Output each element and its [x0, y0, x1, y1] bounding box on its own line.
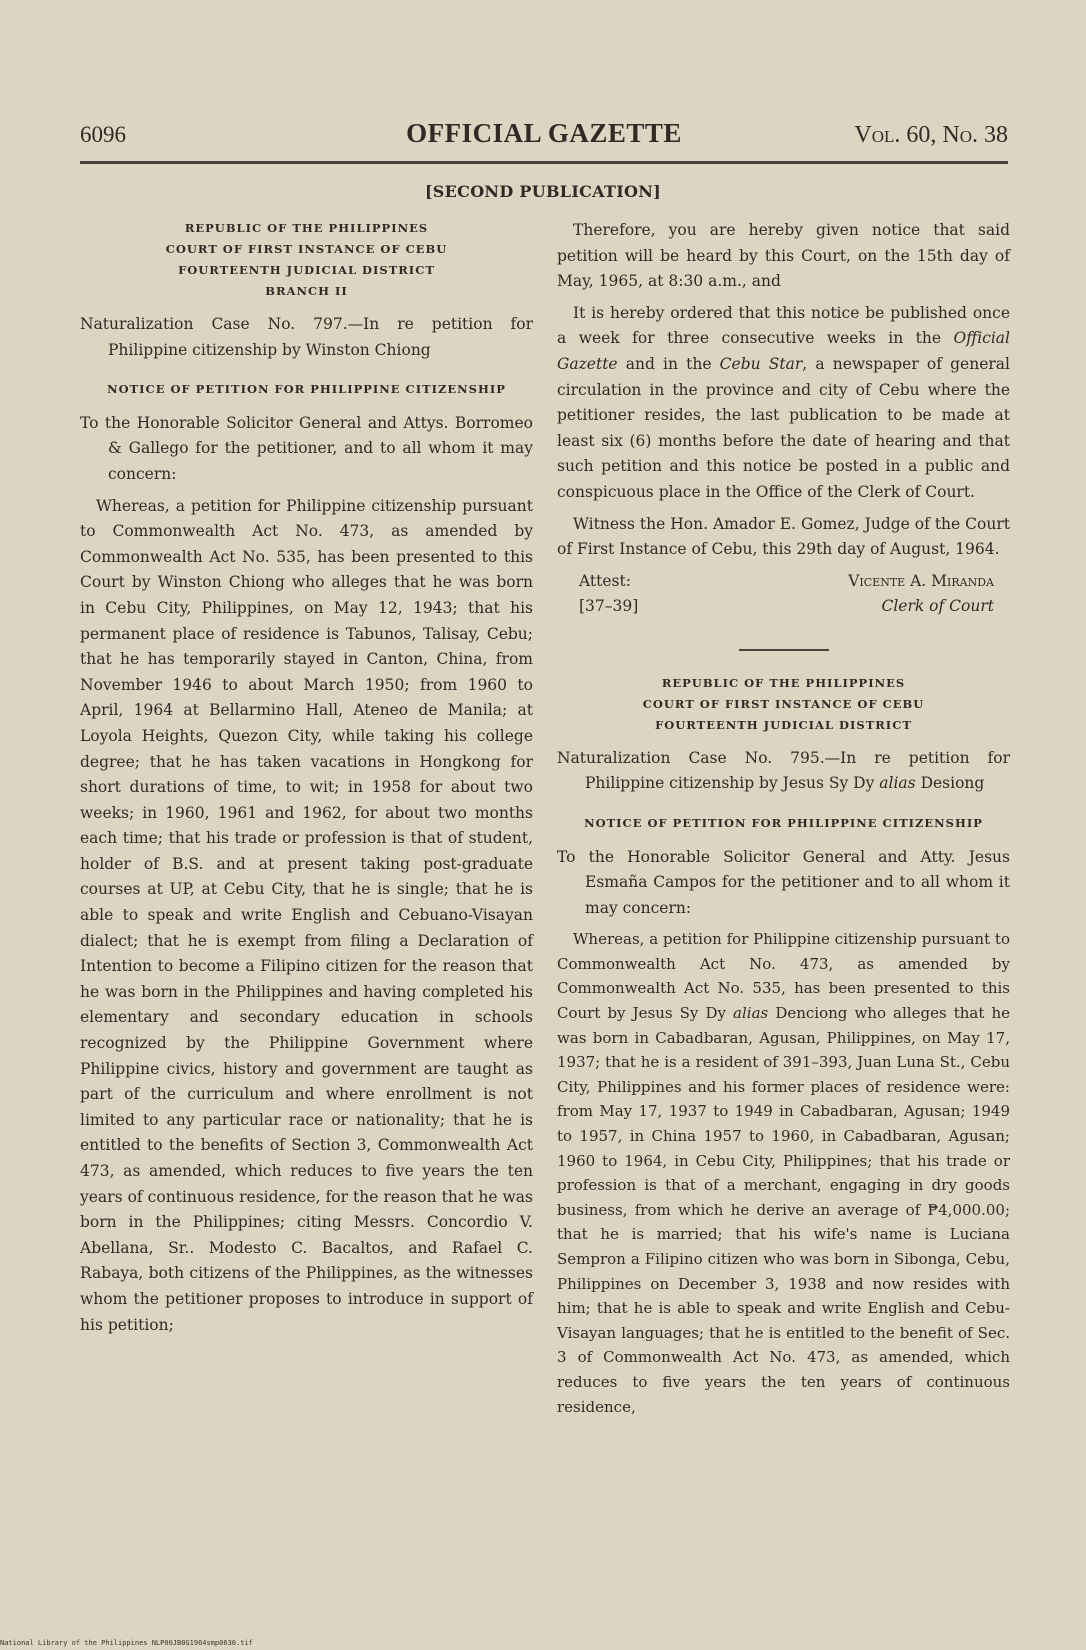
notice-heading-2: NOTICE OF PETITION FOR PHILIPPINE CITIZENSHIP	[584, 815, 983, 830]
page-number: 6096	[80, 122, 126, 147]
court-line: REPUBLIC OF THE PHILIPPINES	[184, 221, 429, 235]
signer-name: Vicente A. Miranda	[848, 571, 994, 590]
order-text: and in the	[617, 354, 720, 373]
witness-paragraph: Witness the Hon. Amador E. Gomez, Judge of the Court of First Instance of Cebu, this 29th day of August, 1964.	[557, 514, 1010, 559]
section-divider	[739, 649, 829, 651]
left-column	[80, 218, 533, 1338]
case-title-2	[557, 746, 1010, 797]
scan-footer: National Library of the Philippines NLP00JB0G1964smp0630.tif	[0, 1639, 253, 1647]
order-text: It is hereby ordered that this notice be published once a week for three consecutive weeks in the	[557, 303, 1010, 348]
petition-body: Whereas, a petition for Philippine citizenship pursuant to Commonwealth Act No. 473, as amended by Commonwealth Act No. 535, has been presented to this Court by Winston Chiong who alleges that he was born in Cebu City, Philippines, on May 12, 1943; that his permanent place of residence is Tabunos, Talisay, Cebu; that he has temporarily stayed in Canton, China, from November 1946 to about March 1950; from 1960 to April, 1964 at Bellarmino Hall, Ateneo de Manila; at Loyola Heights, Quezon City, while taking his college degree; that he has taken vacations in Hongkong for short durations of time, to wit; in 1958 for about two weeks; in 1960, 1961 and 1962, for about two months each time; that his trade or profession is that of student, holder of B.S. and at present taking post-graduate courses at UP, at Cebu City, that he is single; that he is able to speak and write English and Cebuano-Visayan dialect; that he is exempt from filing a Declaration of Intention to become a Filipino citizen for the reason that he was born in the Philippines and having completed his elementary and secondary education in schools recognized by the Philippine Government where Philippine civics, history and government are taught as part of the curriculum and where enrollment is not limited to any particular race or nationality; that he is entitled to the benefits of Section 3, Commonwealth Act 473, as amended, which reduces to five years the ten years of continuous residence, for the reason that he was born in the Philippines; citing Messrs. Concordio V. Abellana, Sr.. Modesto C. Bacaltos, and Rafael C. Rabaya, both citizens of the Philippines, as the witnesses whom the petitioner proposes to introduce in support of his petition;	[80, 496, 533, 1334]
issue-reference: [37–39]	[579, 596, 639, 615]
court-line: BRANCH II	[265, 284, 348, 298]
court-line: REPUBLIC OF THE PHILIPPINES	[661, 675, 906, 690]
gazette-name: Official Gazette	[557, 329, 1010, 373]
court-line: FOURTEENTH JUDICIAL DISTRICT	[178, 263, 435, 277]
publication-label: [SECOND PUBLICATION]	[424, 182, 662, 201]
signature-block	[557, 569, 1010, 621]
volume-number: Vol. 60, No. 38	[854, 122, 1008, 148]
body-text: Whereas, a petition for Philippine citizenship pursuant to Commonwealth Act No. 473, as amended by Commonwealth Act No. 535, has been presented to this Court by Jesus Sy Dy	[557, 930, 1010, 1023]
order-text: , a newspaper of general circulation in the province and city of Cebu where the petitioner resides, the last publication to be made at least six (6) months before the date of hearing and that such petition and this notice be posted in a public and conspicuous place in the Office of the Clerk of Court.	[557, 354, 1010, 501]
court-heading-2	[557, 673, 1010, 736]
newspaper-name: Cebu Star	[719, 354, 803, 373]
notice-heading: NOTICE OF PETITION FOR PHILIPPINE CITIZENSHIP	[107, 382, 506, 397]
signer-title: Clerk of Court	[881, 596, 994, 615]
header-rule	[80, 161, 1008, 164]
alias-word: alias	[733, 1004, 769, 1023]
right-column	[557, 218, 1010, 1419]
case-title: Naturalization Case No. 797.—In re petition for Philippine citizenship by Winston Chiong	[80, 315, 533, 359]
therefore-paragraph: Therefore, you are hereby given notice that said petition will be heard by this Court, on the 15th day of May, 1965, at 8:30 a.m., and	[557, 221, 1010, 291]
court-line: COURT OF FIRST INSTANCE OF CEBU	[642, 696, 925, 711]
publication-title: OFFICIAL GAZETTE	[406, 118, 682, 148]
alias-word: alias	[879, 774, 916, 793]
order-paragraph	[557, 301, 1010, 506]
petition-body-2	[557, 927, 1010, 1419]
case-text: Desiong	[915, 774, 985, 793]
court-line: FOURTEENTH JUDICIAL DISTRICT	[655, 717, 912, 732]
attest-label: Attest:	[579, 571, 631, 590]
case-text: Naturalization Case No. 795.—In re petition for Philippine citizenship by Jesus Sy Dy	[557, 748, 1010, 793]
addressee: To the Honorable Solicitor General and Attys. Borromeo & Gallego for the petitioner, and to all whom it may concern:	[80, 413, 533, 483]
addressee-2: To the Honorable Solicitor General and Atty. Jesus Esmaña Campos for the petitioner and to all whom it may concern:	[557, 847, 1010, 917]
body-text: Denciong who alleges that he was born in Cabadbaran, Agusan, Philippines, on May 17, 1937; that he is a resident of 391–393, Juan Luna St., Cebu City, Philippines and his former places of residence were: from May 17, 1937 to 1949 in Cabadbaran, Agusan; 1949 to 1957, in China 1957 to 1960, in Cabadbaran, Agusan; 1960 to 1964, in Cebu City, Philippines; that his trade or profession is that of a merchant, engaging in dry goods business, from which he derive an average of ₱4,000.00; that he is married; that his wife's name is Luciana Sempron a Filipino citizen who was born in Sibonga, Cebu, Philippines on December 3, 1938 and now resides with him; that he is able to speak and write English and Cebu-Visayan languages; that he is entitled to the benefit of Sec. 3 of Commonwealth Act No. 473, as amended, which reduces to five years the ten years of continuous residence,	[557, 1004, 1011, 1416]
court-heading-1	[80, 218, 533, 302]
page-header	[80, 118, 1008, 158]
court-line: COURT OF FIRST INSTANCE OF CEBU	[165, 242, 448, 256]
